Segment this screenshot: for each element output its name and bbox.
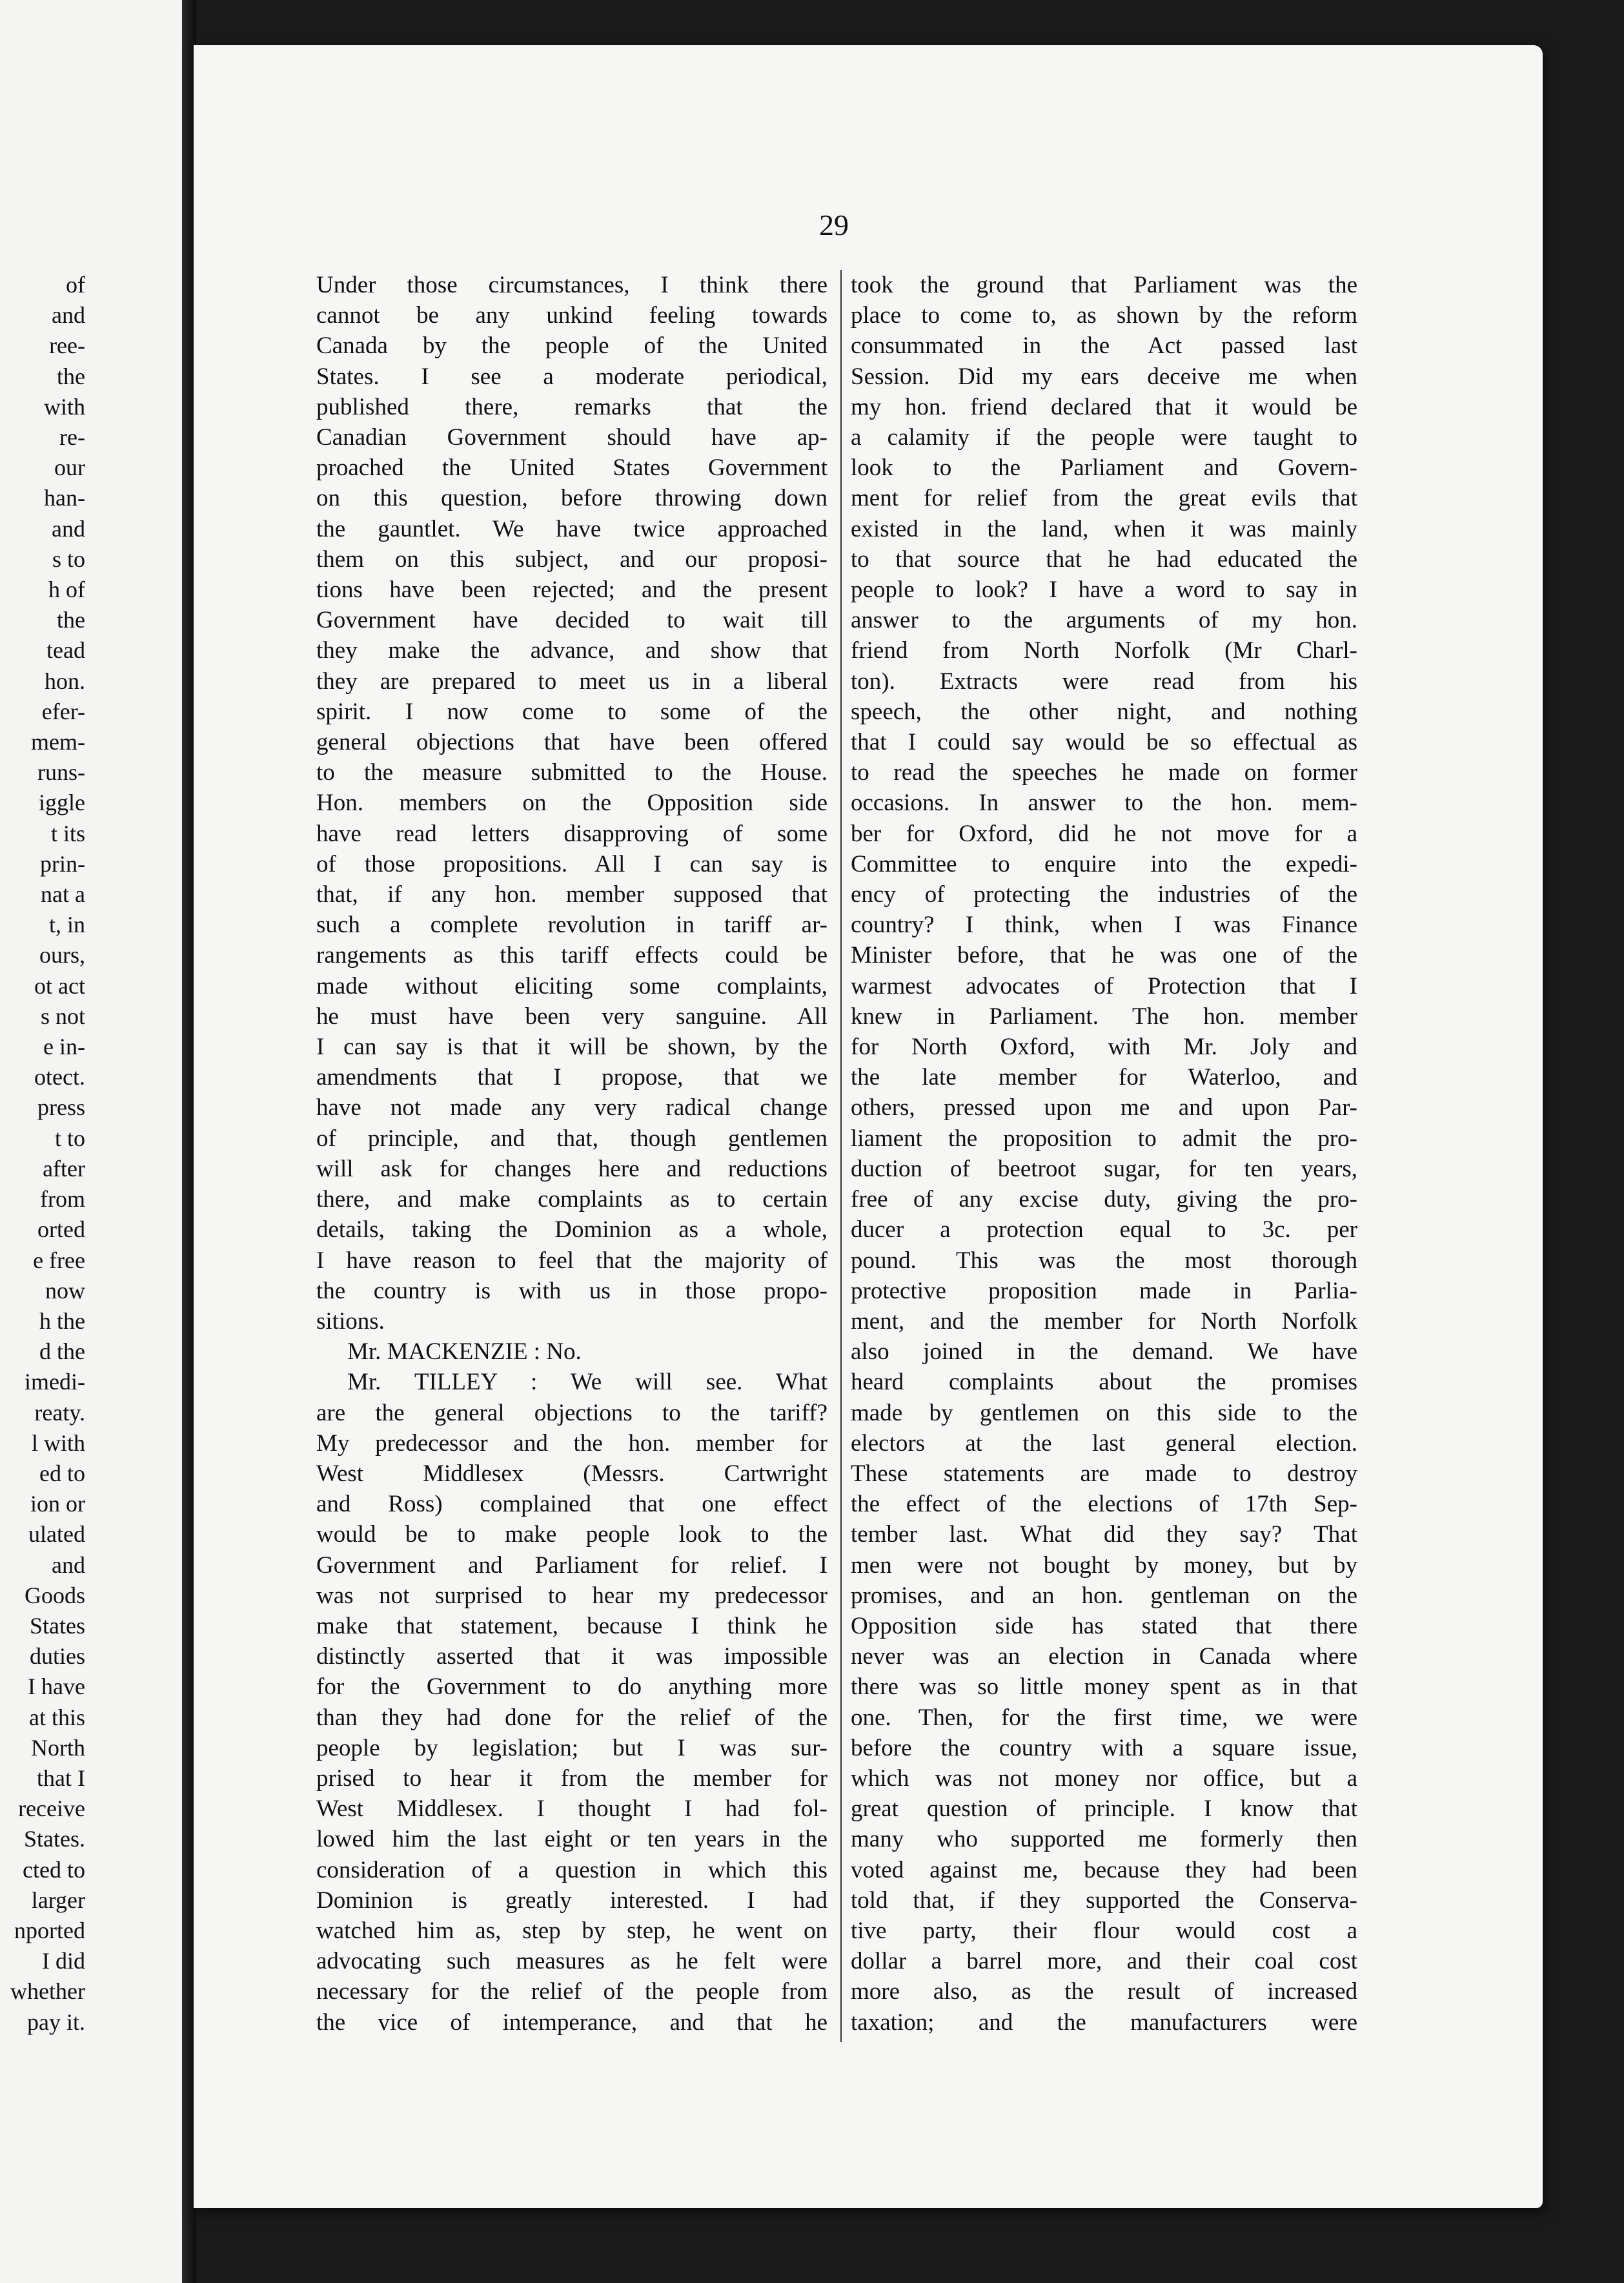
left-fragment-line: ot act — [34, 972, 85, 999]
left-fragment-line: States. — [24, 1826, 85, 1852]
text-line: the vice of intemperance, and that he — [316, 2009, 827, 2036]
text-line: have read letters disapproving of some — [316, 820, 827, 847]
left-fragment-line: ours, — [39, 942, 85, 968]
text-line: the country is with us in those propo- — [316, 1277, 827, 1304]
left-fragment-line: reaty. — [34, 1399, 85, 1426]
text-line: on this question, before throwing down — [316, 485, 827, 512]
text-line: will ask for changes here and reductions — [316, 1155, 827, 1182]
text-line: ment, and the member for North Norfolk — [851, 1307, 1357, 1335]
text-line: I can say is that it will be shown, by the — [316, 1034, 827, 1061]
text-line: made without eliciting some complaints, — [316, 972, 827, 999]
left-fragment-line: e free — [33, 1247, 85, 1273]
left-fragment-line: now — [45, 1277, 85, 1304]
text-line: speech, the other night, and nothing — [851, 698, 1357, 725]
text-line: for the Government to do anything more — [316, 1674, 827, 1701]
text-line: my hon. friend declared that it would be — [851, 393, 1357, 420]
text-line: also joined in the demand. We have — [851, 1338, 1357, 1366]
text-line: Canadian Government should have ap- — [316, 424, 827, 451]
text-line: would be to make people look to the — [316, 1521, 827, 1548]
text-line: they are prepared to meet us in a liberal — [316, 668, 827, 695]
text-line: people by legislation; but I was sur- — [316, 1734, 827, 1761]
text-line: cannot be any unkind feeling towards — [316, 302, 827, 329]
text-line: and Ross) complained that one effect — [316, 1491, 827, 1518]
left-fragment-line: larger — [31, 1887, 85, 1913]
left-fragment-line: orted — [37, 1216, 85, 1243]
text-column-1 — [316, 270, 827, 2038]
left-fragment-line: iggle — [39, 790, 85, 816]
left-fragment-line: whether — [10, 1978, 85, 2005]
text-line: friend from North Norfolk (Mr Charl- — [851, 637, 1357, 664]
text-line: that, if any hon. member supposed that — [316, 881, 827, 908]
text-line: look to the Parliament and Govern- — [851, 455, 1357, 482]
text-line: warmest advocates of Protection that I — [851, 972, 1357, 999]
text-line: dollar a barrel more, and their coal cost — [851, 1948, 1357, 1975]
left-page-text — [0, 270, 85, 2038]
left-fragment-line: and — [52, 302, 85, 329]
text-line: which was not money nor office, but a — [851, 1765, 1357, 1792]
left-fragment-line: of — [66, 272, 85, 298]
left-fragment-line: re- — [59, 424, 85, 451]
left-fragment-line: I have — [28, 1674, 85, 1700]
text-line: existed in the land, when it was mainly — [851, 515, 1357, 542]
text-line: many who supported me formerly then — [851, 1826, 1357, 1853]
text-line: he must have been very sanguine. All — [316, 1003, 827, 1030]
text-line: ton). Extracts were read from his — [851, 668, 1357, 695]
left-fragment-line: cted to — [23, 1856, 85, 1883]
text-line: Under those circumstances, I think there — [316, 272, 827, 298]
text-line: ment for relief from the great evils that — [851, 485, 1357, 512]
text-line: others, pressed upon me and upon Par- — [851, 1094, 1357, 1121]
text-line: published there, remarks that the — [316, 393, 827, 420]
left-fragment-line: at this — [29, 1704, 85, 1730]
text-line: Mr. TILLEY : We will see. What — [347, 1369, 827, 1396]
text-line: rangements as this tariff effects could be — [316, 942, 827, 969]
text-line: West Middlesex. I thought I had fol- — [316, 1796, 827, 1823]
left-page-fragment — [0, 0, 182, 2283]
text-line: ency of protecting the industries of the — [851, 881, 1357, 908]
text-line: ber for Oxford, did he not move for a — [851, 820, 1357, 847]
left-fragment-line: t its — [50, 820, 85, 846]
left-fragment-line: ion or — [30, 1491, 85, 1517]
left-fragment-line: l with — [31, 1429, 85, 1456]
left-fragment-line: t, in — [48, 912, 85, 938]
left-fragment-line: and — [52, 515, 85, 542]
text-line: I have reason to feel that the majority of — [316, 1247, 827, 1274]
text-line: for North Oxford, with Mr. Joly and — [851, 1034, 1357, 1061]
left-fragment-line: tead — [46, 637, 85, 664]
text-line: the gauntlet. We have twice approached — [316, 515, 827, 542]
text-line: to read the speeches he made on former — [851, 759, 1357, 786]
left-fragment-line: otect. — [34, 1064, 85, 1090]
left-fragment-line: hon. — [45, 668, 85, 694]
text-line: Session. Did my ears deceive me when — [851, 363, 1357, 390]
text-line: Government and Parliament for relief. I — [316, 1551, 827, 1579]
left-fragment-line: the — [57, 363, 85, 389]
text-line: heard complaints about the promises — [851, 1369, 1357, 1396]
text-line: Committee to enquire into the expedi- — [851, 850, 1357, 877]
left-fragment-line: I did — [42, 1948, 85, 1974]
text-line: have not made any very radical change — [316, 1094, 827, 1121]
text-line: place to come to, as shown by the reform — [851, 302, 1357, 329]
text-line: one. Then, for the first time, we were — [851, 1704, 1357, 1731]
text-line: such a complete revolution in tariff ar- — [316, 912, 827, 939]
text-line: free of any excise duty, giving the pro- — [851, 1186, 1357, 1213]
text-line: there was so little money spent as in that — [851, 1674, 1357, 1701]
text-line: great question of principle. I know that — [851, 1796, 1357, 1823]
left-fragment-line: nported — [14, 1917, 85, 1943]
text-line: the late member for Waterloo, and — [851, 1064, 1357, 1091]
text-line: a calamity if the people were taught to — [851, 424, 1357, 451]
text-line: necessary for the relief of the people from — [316, 1978, 827, 2005]
text-line: voted against me, because they had been — [851, 1856, 1357, 1883]
left-fragment-line: ed to — [39, 1460, 85, 1486]
text-line: they make the advance, and show that — [316, 637, 827, 664]
text-line: promises, and an hon. gentleman on the — [851, 1582, 1357, 1609]
left-fragment-line: pay it. — [27, 2009, 85, 2035]
left-fragment-line: from — [40, 1186, 85, 1213]
text-line: general objections that have been offered — [316, 729, 827, 756]
left-fragment-line: ulated — [28, 1521, 85, 1548]
text-line: occasions. In answer to the hon. mem- — [851, 790, 1357, 817]
left-fragment-line: h the — [39, 1307, 85, 1334]
text-line: before the country with a square issue, — [851, 1734, 1357, 1761]
left-fragment-line: receive — [18, 1796, 85, 1822]
text-line: prised to hear it from the member for — [316, 1765, 827, 1792]
left-fragment-line: the — [57, 607, 85, 633]
text-line: details, taking the Dominion as a whole, — [316, 1216, 827, 1244]
text-line: West Middlesex (Messrs. Cartwright — [316, 1460, 827, 1487]
text-line: told that, if they supported the Conserva- — [851, 1887, 1357, 1914]
left-fragment-line: ree- — [49, 333, 85, 359]
left-fragment-line: h of — [48, 577, 85, 603]
text-column-2 — [851, 270, 1357, 2038]
left-fragment-line: after — [43, 1155, 85, 1182]
text-line: the effect of the elections of 17th Sep- — [851, 1491, 1357, 1518]
text-line: than they had done for the relief of the — [316, 1704, 827, 1731]
text-line: Hon. members on the Opposition side — [316, 790, 827, 817]
text-line: electors at the last general election. — [851, 1429, 1357, 1457]
text-line: sitions. — [316, 1307, 385, 1335]
text-line: answer to the arguments of my hon. — [851, 607, 1357, 634]
text-line: consummated in the Act passed last — [851, 333, 1357, 360]
left-fragment-line: States — [30, 1612, 85, 1639]
left-fragment-line: efer- — [41, 698, 85, 724]
text-line: of those propositions. All I can say is — [316, 850, 827, 877]
text-line: to that source that he had educated the — [851, 546, 1357, 573]
text-line: liament the proposition to admit the pro- — [851, 1125, 1357, 1152]
text-line: advocating such measures as he felt were — [316, 1948, 827, 1975]
left-fragment-line: Goods — [24, 1582, 85, 1608]
text-line: was not surprised to hear my predecessor — [316, 1582, 827, 1609]
text-line: tive party, their flour would cost a — [851, 1917, 1357, 1944]
left-fragment-line: s to — [52, 546, 85, 572]
text-line: Opposition side has stated that there — [851, 1612, 1357, 1639]
text-line: amendments that I propose, that we — [316, 1064, 827, 1091]
text-line: tions have been rejected; and the present — [316, 577, 827, 604]
text-line: tember last. What did they say? That — [851, 1521, 1357, 1548]
text-line: took the ground that Parliament was the — [851, 272, 1357, 298]
left-fragment-line: our — [54, 455, 85, 481]
text-line: made by gentlemen on this side to the — [851, 1399, 1357, 1426]
left-fragment-line: press — [37, 1094, 85, 1121]
text-line: Minister before, that he was one of the — [851, 942, 1357, 969]
left-fragment-line: duties — [30, 1643, 85, 1670]
text-line: distinctly asserted that it was impossible — [316, 1643, 827, 1670]
text-line: are the general objections to the tariff? — [316, 1399, 827, 1426]
text-line: Mr. MACKENZIE : No. — [347, 1338, 582, 1366]
left-fragment-line: e in- — [43, 1034, 85, 1060]
left-fragment-line: imedi- — [25, 1369, 85, 1395]
page-number: 29 — [819, 209, 849, 241]
left-fragment-line: mem- — [31, 729, 85, 755]
left-fragment-line: runs- — [37, 759, 85, 786]
left-fragment-line: that I — [37, 1765, 85, 1791]
left-fragment-line: s not — [40, 1003, 85, 1029]
text-line: watched him as, step by step, he went on — [316, 1917, 827, 1944]
text-line: consideration of a question in which this — [316, 1856, 827, 1883]
left-fragment-line: and — [52, 1551, 85, 1578]
text-line: people to look? I have a word to say in — [851, 577, 1357, 604]
left-fragment-line: d the — [39, 1338, 85, 1365]
text-line: there, and make complaints as to certain — [316, 1186, 827, 1213]
text-line: pound. This was the most thorough — [851, 1247, 1357, 1274]
text-line: them on this subject, and our proposi- — [316, 546, 827, 573]
text-line: protective proposition made in Parlia- — [851, 1277, 1357, 1304]
text-line: spirit. I now come to some of the — [316, 698, 827, 725]
left-fragment-line: prin- — [40, 850, 85, 877]
text-line: men were not bought by money, but by — [851, 1551, 1357, 1579]
text-line: never was an election in Canada where — [851, 1643, 1357, 1670]
text-line: duction of beetroot sugar, for ten years, — [851, 1155, 1357, 1182]
text-line: of principle, and that, though gentlemen — [316, 1125, 827, 1152]
text-line: more also, as the result of increased — [851, 1978, 1357, 2005]
text-line: make that statement, because I think he — [316, 1612, 827, 1639]
text-line: country? I think, when I was Finance — [851, 912, 1357, 939]
text-line: ducer a protection equal to 3c. per — [851, 1216, 1357, 1244]
text-line: These statements are made to destroy — [851, 1460, 1357, 1487]
text-line: lowed him the last eight or ten years in the — [316, 1826, 827, 1853]
left-fragment-line: t to — [54, 1125, 85, 1151]
text-line: Dominion is greatly interested. I had — [316, 1887, 827, 1914]
text-line: My predecessor and the hon. member for — [316, 1429, 827, 1457]
text-line: that I could say would be so effectual as — [851, 729, 1357, 756]
text-line: proached the United States Government — [316, 455, 827, 482]
text-line: States. I see a moderate periodical, — [316, 363, 827, 390]
left-fragment-line: nat a — [41, 881, 85, 908]
left-fragment-line: han- — [44, 485, 85, 511]
text-line: taxation; and the manufacturers were — [851, 2009, 1357, 2036]
text-line: Canada by the people of the United — [316, 333, 827, 360]
column-divider — [840, 270, 842, 2042]
left-fragment-line: North — [31, 1734, 85, 1761]
left-fragment-line: with — [43, 393, 85, 420]
text-line: knew in Parliament. The hon. member — [851, 1003, 1357, 1030]
text-line: Government have decided to wait till — [316, 607, 827, 634]
text-line: to the measure submitted to the House. — [316, 759, 827, 786]
